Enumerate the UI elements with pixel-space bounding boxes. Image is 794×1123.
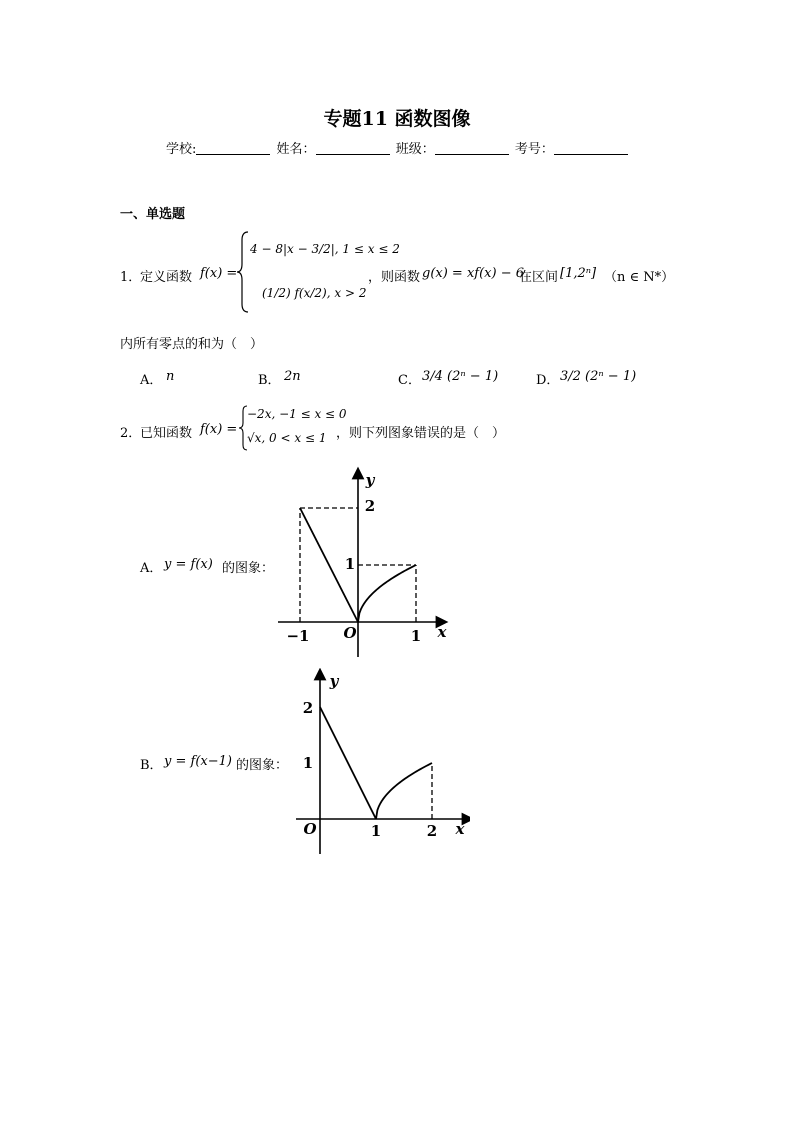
name-label: 姓名：: [276, 142, 316, 157]
graph-b-tick-label: 2: [426, 822, 438, 840]
q2-option-b-suffix: 的图象：: [236, 758, 289, 773]
graph-a-tick-label: y: [365, 471, 375, 489]
q2-option-b-expr: y = f(x−1): [164, 754, 232, 769]
graph-b-tick-label: O: [303, 820, 317, 838]
graph-a-plot: [278, 471, 448, 657]
school-label: 学校:: [166, 142, 197, 157]
graph-b-sqrt-curve: [376, 763, 432, 819]
q2-fx: f(x) =: [200, 422, 238, 437]
q1-option-d-value: 3/2 (2ⁿ − 1): [560, 369, 637, 384]
graph-a-tick-label: −1: [286, 627, 310, 645]
q1-option-a-label[interactable]: A．: [140, 373, 163, 388]
graph-b-linear-segment: [320, 707, 376, 819]
q1-lead: 定义函数: [140, 270, 193, 285]
graph-a-tick-label: O: [343, 624, 357, 642]
q1-interval-text: 在区间: [519, 270, 559, 285]
q1-option-d-label[interactable]: D．: [536, 373, 560, 388]
q1-option-b-label[interactable]: B．: [258, 373, 281, 388]
school-blank[interactable]: [196, 142, 270, 155]
q1-case2: (1/2) f(x/2), x > 2: [262, 286, 367, 300]
q1-option-a-value: n: [166, 369, 175, 384]
graph-a-tick-label: 2: [364, 497, 376, 515]
graph-b-tick-label: y: [329, 672, 339, 690]
q2-case2: √x, 0 < x ≤ 1: [247, 431, 327, 445]
q1-brace: [236, 230, 250, 314]
q2-number: 2．: [120, 426, 142, 441]
q1-g-expr: g(x) = xf(x) − 6: [422, 266, 525, 281]
q1-condition: （n ∈ N*）: [604, 270, 675, 285]
q2-option-a-label[interactable]: A．: [140, 561, 163, 576]
graph-b-plot: [296, 672, 468, 854]
q1-tail: 内所有零点的和为（ ）: [120, 337, 264, 352]
q1-interval: [1,2ⁿ]: [560, 266, 597, 281]
q2-lead: 已知函数: [140, 426, 193, 441]
graph-b-tick-label: x: [455, 820, 465, 838]
graph-a: [270, 465, 470, 665]
graph-a-tick-label: x: [437, 623, 447, 641]
q2-option-b-label[interactable]: B．: [140, 758, 163, 773]
q1-number: 1．: [120, 270, 142, 285]
student-info-row: [166, 138, 630, 157]
class-label: 班级：: [395, 142, 435, 157]
name-blank[interactable]: [316, 142, 390, 155]
q2-tail: ，则下列图象错误的是（ ）: [336, 426, 506, 441]
q2-option-a-suffix: 的图象：: [222, 561, 275, 576]
q1-option-c-value: 3/4 (2ⁿ − 1): [422, 369, 499, 384]
q1-option-c-label[interactable]: C．: [398, 373, 421, 388]
q2-option-a-expr: y = f(x): [164, 557, 213, 572]
section-heading: 一、单选题: [120, 207, 186, 222]
class-blank[interactable]: [435, 142, 509, 155]
graph-b-tick-label: 1: [302, 754, 314, 772]
q2-case1: −2x, −1 ≤ x ≤ 0: [247, 407, 347, 421]
exam-number-label: 考号：: [514, 142, 554, 157]
q1-case1: 4 − 8|x − 3/2|, 1 ≤ x ≤ 2: [250, 242, 400, 256]
graph-a-tick-label: 1: [410, 627, 422, 645]
graph-b-tick-label: 1: [370, 822, 382, 840]
graph-a-sqrt-curve: [358, 565, 416, 622]
q1-fx: f(x) =: [200, 266, 238, 281]
graph-b-tick-label: 2: [302, 699, 314, 717]
page-title: 专题11 函数图像: [323, 108, 471, 130]
graph-b: [290, 668, 470, 858]
q1-mid: ，则函数: [368, 270, 421, 285]
q1-option-b-value: 2n: [284, 369, 301, 384]
graph-a-tick-label: 1: [344, 555, 356, 573]
exam-number-blank[interactable]: [554, 142, 628, 155]
